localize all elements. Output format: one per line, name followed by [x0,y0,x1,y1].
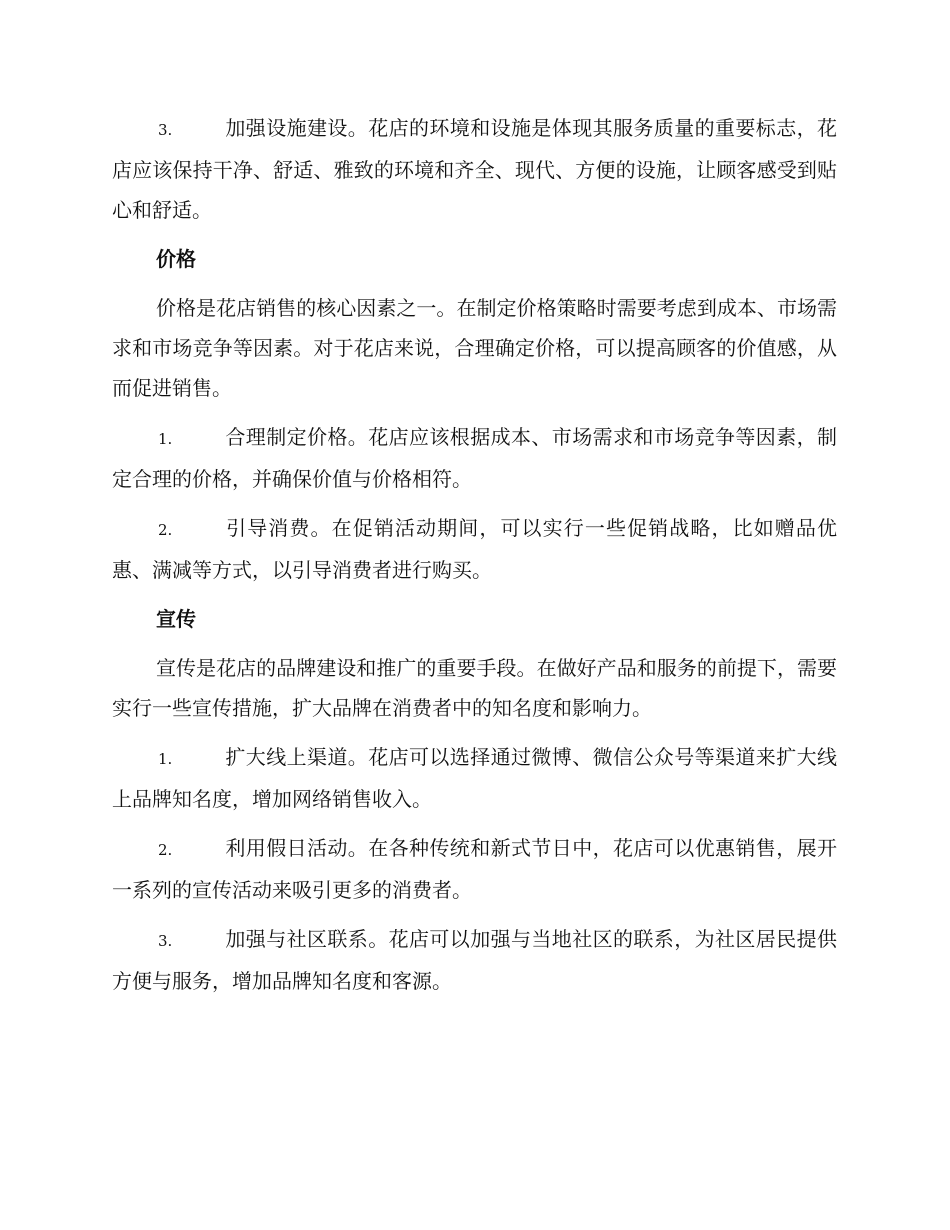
list-text: 加强设施建设。花店的环境和设施是体现其服务质量的重要标志，花店应该保持干净、舒适、雅致的环境和齐全、现代、方便的设施，让顾客感受到贴心和舒适。 [112,116,837,222]
list-item [112,108,837,230]
section-heading-price: 价格 [156,247,196,271]
list-number: 2. [158,841,173,859]
list-number: 2. [158,521,173,539]
list-text: 加强与社区联系。花店可以加强与当地社区的联系，为社区居民提供方便与服务，增加品牌知名度和客源。 [112,927,837,993]
list-number: 3. [158,121,173,139]
section-heading-promotion: 宣传 [156,607,196,631]
list-text: 利用假日活动。在各种传统和新式节日中，花店可以优惠销售，展开一系列的宣传活动来吸引更多的消费者。 [112,836,837,902]
list-number: 3. [158,932,173,950]
document-page [112,108,837,1010]
paragraph-price-intro: 价格是花店销售的核心因素之一。在制定价格策略时需要考虑到成本、市场需求和市场竞争等因素。对于花店来说，合理确定价格，可以提高顾客的价值感，从而促进销售。 [112,296,837,400]
list-text: 引导消费。在促销活动期间，可以实行一些促销战略，比如赠品优惠、满减等方式，以引导消费者进行购买。 [112,516,837,582]
list-item [112,417,837,499]
list-item [112,737,837,819]
list-item [112,919,837,1001]
list-number: 1. [158,750,173,768]
paragraph-promotion-intro: 宣传是花店的品牌建设和推广的重要手段。在做好产品和服务的前提下，需要实行一些宣传措施，扩大品牌在消费者中的知名度和影响力。 [112,656,837,720]
list-item [112,828,837,910]
list-text: 扩大线上渠道。花店可以选择通过微博、微信公众号等渠道来扩大线上品牌知名度，增加网络销售收入。 [112,745,837,811]
list-text: 合理制定价格。花店应该根据成本、市场需求和市场竞争等因素，制定合理的价格，并确保价值与价格相符。 [112,425,837,491]
list-item [112,508,837,590]
list-number: 1. [158,430,173,448]
